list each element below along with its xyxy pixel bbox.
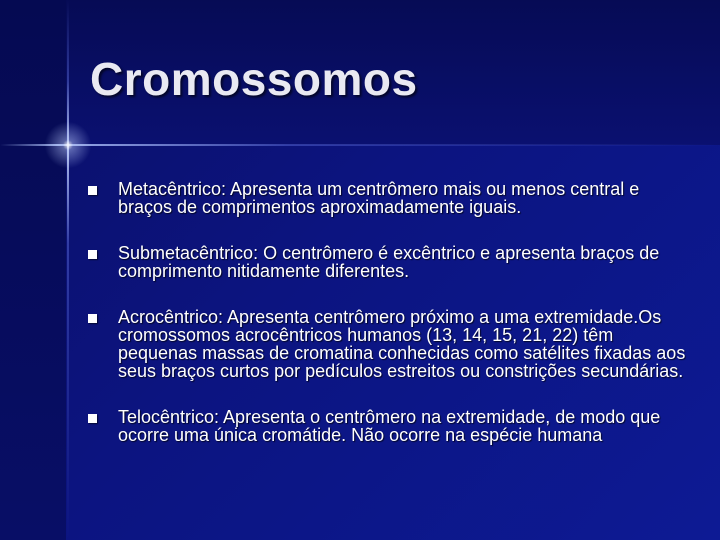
light-flare-icon (38, 115, 98, 175)
square-bullet-icon (88, 414, 97, 423)
bullet-term: Submetacêntrico (118, 243, 254, 263)
slide-title: Cromossomos (90, 53, 418, 105)
bullet-acrocentrico (88, 308, 688, 380)
horizontal-accent-line (0, 144, 720, 146)
bullet-telocentrico (88, 408, 688, 444)
bullet-text: : Apresenta um centrômero mais ou menos central e braços de comprimentos aproximadamente iguais. (118, 179, 640, 217)
bullet-text: : O centrômero é excêntrico e apresenta braços de comprimento nitidamente diferentes. (118, 243, 660, 281)
bullet-term: Metacêntrico (118, 179, 222, 199)
bullet-text: : Apresenta centrômero próximo a uma extremidade.Os cromossomos acrocêntricos humanos (13, 14, 15, 21, 22) têm pequenas massas de cromatina conhecidas como satélites fixadas aos seus braços curtos por pedículos estreitos ou constrições secundárias. (118, 307, 686, 381)
bullet-list (88, 180, 688, 444)
left-band (0, 0, 66, 540)
bullet-submetacentrico (88, 244, 688, 280)
bullet-term: Telocêntrico (118, 407, 215, 427)
bullet-term: Acrocêntrico (118, 307, 219, 327)
square-bullet-icon (88, 250, 97, 259)
square-bullet-icon (88, 186, 97, 195)
vertical-accent-line (67, 0, 69, 540)
bullet-text: : Apresenta o centrômero na extremidade, de modo que ocorre uma única cromátide. Não ocorre na espécie humana (118, 407, 661, 445)
square-bullet-icon (88, 314, 97, 323)
bullet-metacentrico (88, 180, 688, 216)
